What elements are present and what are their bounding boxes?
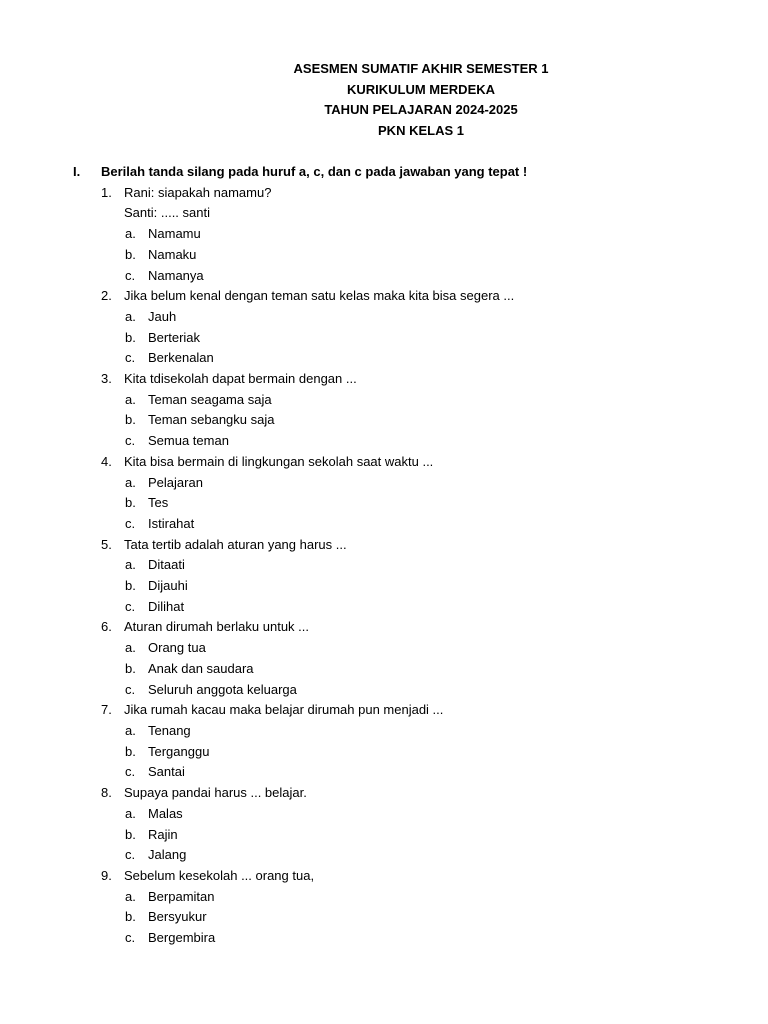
option-text: Bersyukur <box>148 909 207 925</box>
answer-option <box>73 245 713 266</box>
answer-option <box>73 907 713 928</box>
header-title: ASESMEN SUMATIF AKHIR SEMESTER 1 <box>293 61 549 76</box>
option-text: Namamu <box>148 226 201 242</box>
option-letter: a. <box>125 226 136 242</box>
question-dialogue-line: Santi: ..... santi <box>124 205 210 221</box>
answer-option <box>73 224 713 245</box>
question-number: 9. <box>101 867 112 883</box>
option-letter: c. <box>125 433 136 449</box>
answer-option <box>73 742 713 763</box>
option-text: Terganggu <box>148 743 210 759</box>
answer-option <box>73 348 713 369</box>
question-number: 3. <box>101 371 112 387</box>
answer-option <box>73 266 713 287</box>
answer-option <box>73 825 713 846</box>
question-stem <box>73 700 713 721</box>
question-list <box>73 183 713 949</box>
option-letter: c. <box>125 847 136 863</box>
question-stem <box>73 617 713 638</box>
question-number: 6. <box>101 619 112 635</box>
answer-option <box>73 307 713 328</box>
header-year: TAHUN PELAJARAN 2024-2025 <box>324 102 518 118</box>
question-stem <box>73 866 713 887</box>
option-text: Teman seagama saja <box>148 391 272 407</box>
option-text: Seluruh anggota keluarga <box>148 681 297 697</box>
question-stem <box>73 286 713 307</box>
question-item <box>73 286 713 369</box>
option-text: Teman sebangku saja <box>148 412 275 428</box>
option-letter: c. <box>125 515 136 531</box>
option-text: Istirahat <box>148 515 195 531</box>
option-letter: a. <box>125 888 136 904</box>
answer-option <box>73 804 713 825</box>
question-text: Jika rumah kacau maka belajar dirumah pun menjadi ... <box>124 702 444 718</box>
answer-option <box>73 473 713 494</box>
option-letter: a. <box>125 391 136 407</box>
option-text: Tes <box>148 495 169 511</box>
document-header <box>240 59 602 142</box>
option-letter: c. <box>125 764 136 780</box>
answer-option <box>73 721 713 742</box>
option-letter: b. <box>125 329 136 345</box>
option-text: Ditaati <box>148 557 185 573</box>
answer-option <box>73 431 713 452</box>
option-text: Namanya <box>148 267 204 283</box>
answer-option <box>73 576 713 597</box>
answer-option <box>73 680 713 701</box>
option-text: Berkenalan <box>148 350 214 366</box>
option-text: Tenang <box>148 722 191 738</box>
question-item <box>73 700 713 783</box>
option-text: Bergembira <box>148 930 216 946</box>
option-text: Pelajaran <box>148 474 203 490</box>
answer-option <box>73 514 713 535</box>
option-text: Semua teman <box>148 433 229 449</box>
question-text: Kita bisa bermain di lingkungan sekolah saat waktu ... <box>124 453 434 469</box>
question-text: Supaya pandai harus ... belajar. <box>124 785 307 801</box>
option-text: Orang tua <box>148 640 206 656</box>
question-item <box>73 452 713 535</box>
question-number: 4. <box>101 453 112 469</box>
option-text: Santai <box>148 764 185 780</box>
section-instruction: Berilah tanda silang pada huruf a, c, dan c pada jawaban yang tepat ! <box>101 164 528 179</box>
question-stem <box>73 535 713 556</box>
question-number: 5. <box>101 536 112 552</box>
question-item <box>73 183 713 287</box>
option-letter: a. <box>125 722 136 738</box>
question-number: 1. <box>101 184 112 200</box>
option-letter: a. <box>125 308 136 324</box>
answer-option <box>73 597 713 618</box>
option-letter: b. <box>125 412 136 428</box>
answer-option <box>73 659 713 680</box>
option-text: Dilihat <box>148 598 185 614</box>
option-letter: a. <box>125 557 136 573</box>
option-letter: c. <box>125 267 136 283</box>
option-text: Jauh <box>148 308 177 324</box>
question-stem <box>73 183 713 204</box>
section-numeral: I. <box>73 164 81 179</box>
option-letter: c. <box>125 598 136 614</box>
option-letter: a. <box>125 474 136 490</box>
question-item <box>73 617 713 700</box>
option-text: Namaku <box>148 246 197 262</box>
answer-option <box>73 845 713 866</box>
option-text: Jalang <box>148 847 187 863</box>
question-text: Tata tertib adalah aturan yang harus ... <box>124 536 347 552</box>
answer-option <box>73 410 713 431</box>
option-letter: c. <box>125 930 136 946</box>
question-item <box>73 369 713 452</box>
header-subject: PKN KELAS 1 <box>378 123 464 139</box>
question-stem <box>73 452 713 473</box>
question-stem <box>73 369 713 390</box>
option-letter: c. <box>125 350 136 366</box>
question-item <box>73 535 713 618</box>
answer-option <box>73 762 713 783</box>
option-text: Berteriak <box>148 329 201 345</box>
option-letter: b. <box>125 743 136 759</box>
option-text: Anak dan saudara <box>148 660 254 676</box>
question-text: Kita tdisekolah dapat bermain dengan ... <box>124 371 357 387</box>
question-stem <box>73 783 713 804</box>
header-curriculum: KURIKULUM MERDEKA <box>346 81 496 97</box>
question-text: Jika belum kenal dengan teman satu kelas maka kita bisa segera ... <box>124 288 515 304</box>
answer-option <box>73 493 713 514</box>
option-text: Berpamitan <box>148 888 215 904</box>
answer-option <box>73 638 713 659</box>
question-item <box>73 866 713 949</box>
answer-option <box>73 928 713 949</box>
option-letter: b. <box>125 495 136 511</box>
question-number: 8. <box>101 785 112 801</box>
question-text: Aturan dirumah berlaku untuk ... <box>124 619 309 635</box>
answer-option <box>73 555 713 576</box>
option-letter: b. <box>125 246 136 262</box>
answer-option <box>73 887 713 908</box>
section-heading <box>73 162 713 183</box>
question-text: Rani: siapakah namamu? <box>124 184 272 200</box>
option-letter: a. <box>125 805 136 821</box>
option-letter: b. <box>125 660 136 676</box>
option-text: Malas <box>148 805 183 821</box>
option-letter: c. <box>125 681 136 697</box>
option-text: Rajin <box>148 826 178 842</box>
answer-option <box>73 390 713 411</box>
option-letter: a. <box>125 640 136 656</box>
question-section <box>73 162 713 949</box>
option-letter: b. <box>125 909 136 925</box>
question-number: 2. <box>101 288 112 304</box>
question-item <box>73 783 713 866</box>
answer-option <box>73 328 713 349</box>
question-text: Sebelum kesekolah ... orang tua, <box>124 867 315 883</box>
option-letter: b. <box>125 578 136 594</box>
option-text: Dijauhi <box>148 578 188 594</box>
question-number: 7. <box>101 702 112 718</box>
option-letter: b. <box>125 826 136 842</box>
